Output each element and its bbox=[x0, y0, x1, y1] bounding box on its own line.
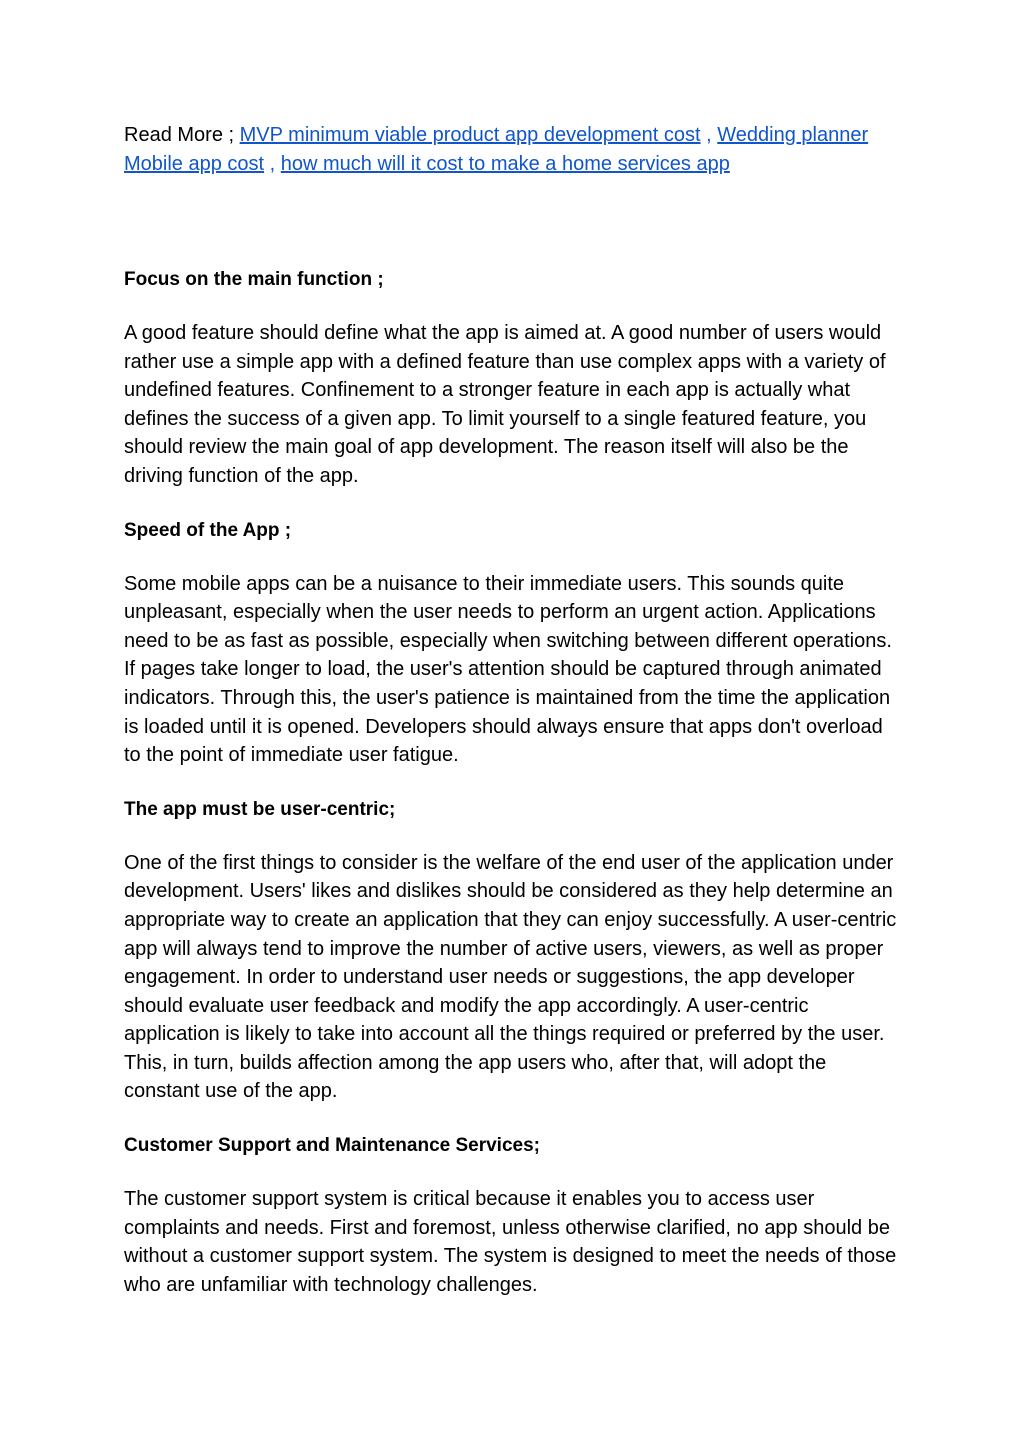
link-wedding-planner-cost[interactable]: Wedding planner Mobile app cost bbox=[124, 124, 869, 175]
section-paragraph: A good feature should define what the app is aimed at. A good number of users would rather use a simple app with a defined feature than use complex apps with a variety of undefined features. Confinement to a stronger feature in each app is actually what defines the success of a given app. To limit yourself to a single featured feature, you should review the main goal of app development. The reason itself will also be the driving function of the app. bbox=[124, 322, 886, 487]
section-paragraph: Some mobile apps can be a nuisance to their immediate users. This sounds quite unpleasant, especially when the user needs to perform an urgent action. Applications need to be as fast as possible, especially when switching between different operations. If pages take longer to load, the user's attention should be captured through animated indicators. Through this, the user's patience is maintained from the time the application is loaded until it is opened. Developers should always ensure that apps don't overload to the point of immediate user fatigue. bbox=[124, 572, 892, 767]
section-heading: Speed of the App ; bbox=[124, 519, 292, 541]
section-app-speed bbox=[124, 516, 904, 770]
spacer bbox=[124, 179, 904, 265]
document-page bbox=[124, 121, 904, 1324]
link-home-services-cost[interactable]: how much will it cost to make a home services app bbox=[280, 153, 730, 175]
section-customer-support bbox=[124, 1131, 904, 1299]
section-heading: Customer Support and Maintenance Services; bbox=[124, 1135, 540, 1157]
section-user-centric bbox=[124, 795, 904, 1106]
link-separator: , bbox=[706, 124, 712, 146]
link-mvp-cost[interactable]: MVP minimum viable product app development cost bbox=[239, 124, 701, 146]
section-heading: The app must be user-centric; bbox=[124, 798, 396, 820]
read-more-line bbox=[124, 121, 904, 179]
section-main-function bbox=[124, 265, 904, 491]
section-heading: Focus on the main function ; bbox=[124, 269, 384, 290]
section-paragraph: One of the first things to consider is the welfare of the end user of the application under development. Users' likes and dislikes should be considered as they help determine an appropriate way to create an application that they can enjoy successfully. A user-centric app will always tend to improve the number of active users, viewers, as well as proper engagement. In order to understand user needs or suggestions, the app developer should evaluate user feedback and modify the app accordingly. A user-centric application is likely to take into account all the things required or preferred by the user. This, in turn, builds affection among the app users who, after that, will adopt the constant use of the app. bbox=[124, 851, 897, 1103]
read-more-prefix: Read More ; bbox=[124, 124, 235, 146]
section-paragraph: The customer support system is critical because it enables you to access user complaints and needs. First and foremost, unless otherwise clarified, no app should be without a customer support system. The system is designed to meet the needs of those who are unfamiliar with technology challenges. bbox=[124, 1188, 897, 1296]
link-separator: , bbox=[269, 153, 276, 175]
